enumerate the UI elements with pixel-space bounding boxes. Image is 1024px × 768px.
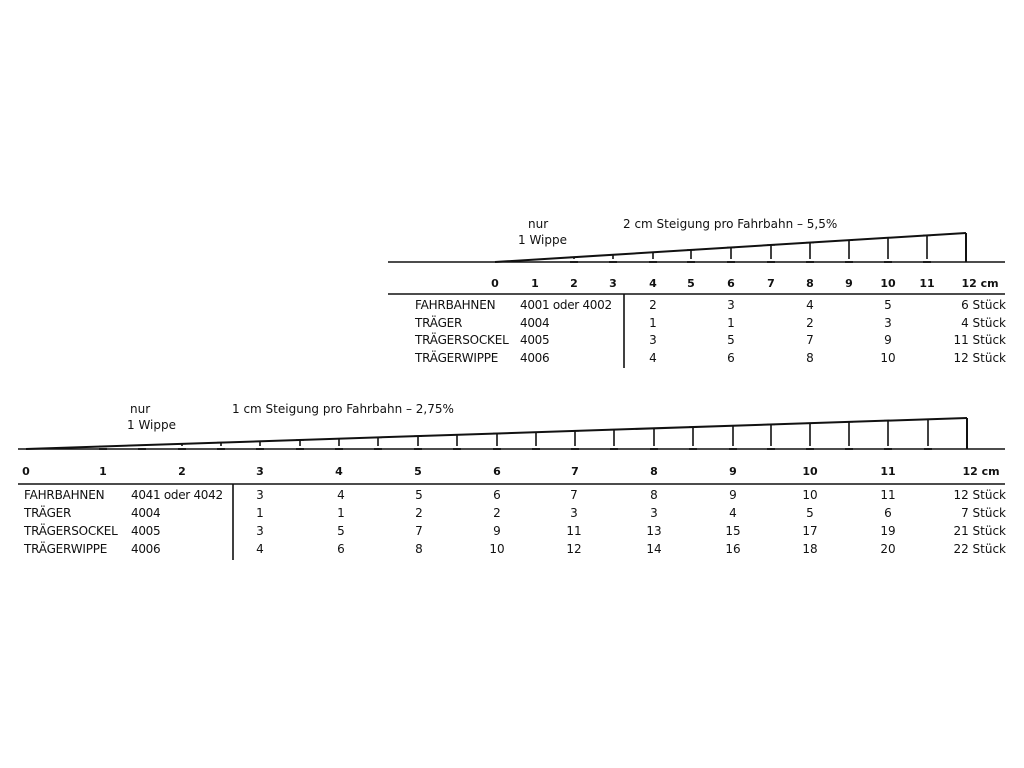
tick-label: 4 — [649, 277, 657, 290]
row-value: 11 Stück — [953, 333, 1006, 347]
row-value: 1 — [256, 506, 264, 520]
tick-label: 5 — [414, 465, 422, 478]
row-name: TRÄGER — [415, 315, 463, 330]
tick-label: 9 — [729, 465, 737, 478]
row-value: 5 — [415, 488, 423, 502]
row-value: 16 — [725, 542, 741, 556]
row-value: 6 — [493, 488, 501, 502]
row-value: 12 Stück — [953, 350, 1006, 365]
row-value: 3 — [649, 333, 657, 347]
row-value: 3 — [256, 524, 264, 538]
row-name: FAHRBAHNEN — [415, 298, 496, 312]
row-value: 7 — [806, 333, 814, 347]
tick-label: 11 — [919, 277, 935, 290]
tick-label: 3 — [609, 277, 617, 290]
tick-label: 7 — [767, 277, 775, 290]
tick-label: 8 — [806, 277, 814, 290]
tick-label: 8 — [650, 465, 658, 478]
row-value: 2 — [806, 315, 814, 330]
row-value: 2 — [493, 506, 501, 520]
d2-note-line1: nur — [130, 402, 151, 416]
tick-label: 6 — [493, 465, 501, 478]
row-value: 1 — [649, 315, 657, 330]
row-value: 4 — [729, 506, 737, 520]
tick-label: 4 — [335, 465, 343, 478]
row-value: 8 — [415, 542, 423, 556]
tick-label: 5 — [687, 277, 695, 290]
row-value: 3 — [884, 315, 892, 330]
tick-label: 10 — [802, 465, 818, 478]
row-value: 3 — [256, 488, 264, 502]
row-value: 5 — [337, 524, 345, 538]
tick-label: 1 — [531, 277, 539, 290]
tick-label: 9 — [845, 277, 853, 290]
tick-label: 1 — [99, 465, 107, 478]
row-value: 8 — [806, 350, 814, 365]
row-value: 4 — [256, 542, 264, 556]
row-value: 17 — [802, 524, 818, 538]
tick-label: 12 cm — [962, 465, 1000, 478]
row-value: 21 Stück — [953, 524, 1006, 538]
row-part-number: 4006 — [131, 542, 161, 556]
row-value: 18 — [802, 542, 818, 556]
row-value: 4 — [649, 350, 657, 365]
row-value: 6 — [884, 506, 892, 520]
row-value: 14 — [646, 542, 662, 556]
tick-label: 0 — [491, 277, 499, 290]
row-value: 7 Stück — [961, 506, 1006, 520]
row-value: 11 — [566, 524, 582, 538]
d1-note-line2: 1 Wippe — [518, 233, 568, 247]
tick-label: 7 — [571, 465, 579, 478]
tick-label: 12 cm — [961, 277, 999, 290]
row-value: 5 — [884, 298, 892, 312]
row-value: 20 — [880, 542, 896, 556]
row-value: 9 — [493, 524, 501, 538]
row-value: 10 — [880, 350, 896, 365]
row-value: 6 Stück — [961, 298, 1006, 312]
row-value: 9 — [884, 333, 892, 347]
d2-note-line2: 1 Wippe — [127, 418, 177, 432]
row-part-number: 4001 oder 4002 — [520, 298, 612, 312]
row-part-number: 4041 oder 4042 — [131, 488, 223, 502]
row-name: TRÄGERSOCKEL — [24, 524, 118, 538]
tick-label: 2 — [570, 277, 578, 290]
tick-label: 0 — [22, 465, 30, 478]
row-value: 3 — [727, 298, 735, 312]
tick-label: 2 — [178, 465, 186, 478]
d1-title: 2 cm Steigung pro Fahrbahn – 5,5% — [623, 217, 838, 231]
row-value: 15 — [725, 524, 741, 538]
row-value: 4 — [806, 298, 814, 312]
row-name: TRÄGER — [24, 506, 72, 520]
row-value: 13 — [646, 524, 662, 538]
row-name: TRÄGERWIPPE — [24, 542, 108, 556]
row-part-number: 4004 — [520, 315, 550, 330]
tick-label: 11 — [880, 465, 896, 478]
row-value: 7 — [570, 488, 578, 502]
row-value: 5 — [806, 506, 814, 520]
row-value: 3 — [570, 506, 578, 520]
row-name: TRÄGERSOCKEL — [415, 333, 509, 347]
row-value: 1 — [727, 315, 735, 330]
row-value: 5 — [727, 333, 735, 347]
row-value: 2 — [649, 298, 657, 312]
row-value: 6 — [727, 350, 735, 365]
row-value: 22 Stück — [953, 542, 1006, 556]
tick-label: 3 — [256, 465, 264, 478]
tick-label: 10 — [880, 277, 896, 290]
row-value: 9 — [729, 488, 737, 502]
row-value: 19 — [880, 524, 896, 538]
row-part-number: 4006 — [520, 350, 550, 365]
row-value: 1 — [337, 506, 345, 520]
d1-note-line1: nur — [528, 217, 549, 231]
row-part-number: 4004 — [131, 506, 161, 520]
row-value: 2 — [415, 506, 423, 520]
row-value: 4 — [337, 488, 345, 502]
row-value: 7 — [415, 524, 423, 538]
row-value: 8 — [650, 488, 658, 502]
row-value: 10 — [802, 488, 818, 502]
row-value: 11 — [880, 488, 896, 502]
row-value: 12 — [566, 542, 582, 556]
row-value: 10 — [489, 542, 505, 556]
row-value: 6 — [337, 542, 345, 556]
row-part-number: 4005 — [131, 524, 161, 538]
d2-title: 1 cm Steigung pro Fahrbahn – 2,75% — [232, 402, 454, 416]
row-value: 4 Stück — [961, 315, 1006, 330]
row-value: 3 — [650, 506, 658, 520]
row-value: 12 Stück — [953, 488, 1006, 502]
row-name: TRÄGERWIPPE — [415, 350, 499, 365]
row-part-number: 4005 — [520, 333, 550, 347]
row-name: FAHRBAHNEN — [24, 488, 105, 502]
tick-label: 6 — [727, 277, 735, 290]
